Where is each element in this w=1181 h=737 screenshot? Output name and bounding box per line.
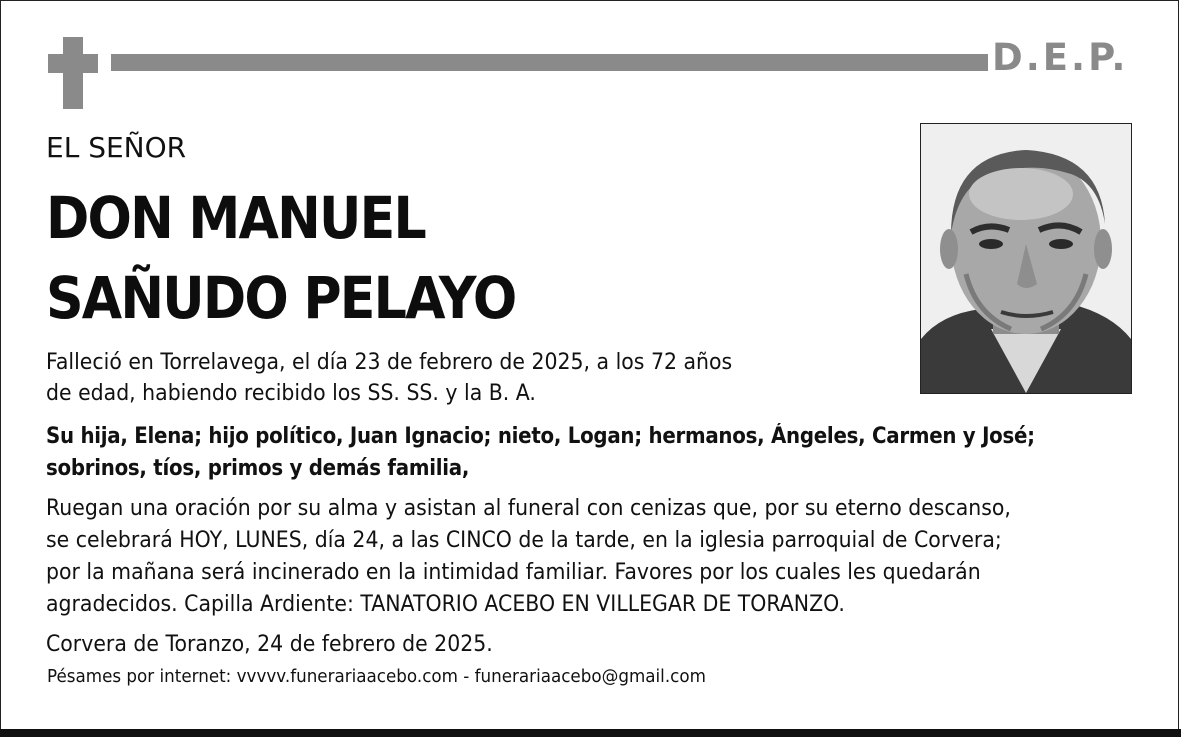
family-list-line1: Su hija, Elena; hijo político, Juan Ignacio; nieto, Logan; hermanos, Ángeles, Carmen y José;	[46, 424, 1035, 449]
family-list	[46, 421, 1035, 485]
death-notice-line2: de edad, habiendo recibido los SS. SS. y la B. A.	[46, 381, 536, 406]
bottom-rule	[0, 729, 1181, 737]
funeral-request	[46, 493, 1011, 621]
deceased-name-line1: DON MANUEL	[46, 184, 425, 252]
deceased-name-line2: SAÑUDO PELAYO	[46, 264, 516, 332]
deceased-name	[46, 178, 515, 338]
place-and-date: Corvera de Toranzo, 24 de febrero de 2025.	[46, 632, 493, 657]
dep-label: D.E.P.	[992, 36, 1129, 79]
cross-icon	[63, 37, 83, 109]
portrait-icon	[921, 124, 1131, 393]
funeral-request-line3: por la mañana será incinerado en la intimidad familiar. Favores por los cuales les quedarán	[46, 560, 981, 585]
funeral-request-line2: se celebrará HOY, LUNES, día 24, a las CINCO de la tarde, en la iglesia parroquial de Corvera;	[46, 528, 1002, 553]
funeral-request-line4: agradecidos. Capilla Ardiente: TANATORIO ACEBO EN VILLEGAR DE TORANZO.	[46, 592, 845, 617]
condolences-contact: Pésames por internet: vvvvv.funerariaacebo.com - funerariaacebo@gmail.com	[47, 666, 706, 687]
death-notice	[46, 347, 732, 409]
portrait-photo	[920, 123, 1132, 394]
funeral-request-line1: Ruegan una oración por su alma y asistan al funeral con cenizas que, por su eterno descanso,	[46, 496, 1011, 521]
honorific: EL SEÑOR	[46, 131, 187, 164]
death-notice-line1: Falleció en Torrelavega, el día 23 de febrero de 2025, a los 72 años	[46, 350, 733, 375]
family-list-line2: sobrinos, tíos, primos y demás familia,	[46, 456, 470, 481]
header-rule	[111, 54, 988, 71]
cross-icon-arm	[48, 54, 98, 73]
